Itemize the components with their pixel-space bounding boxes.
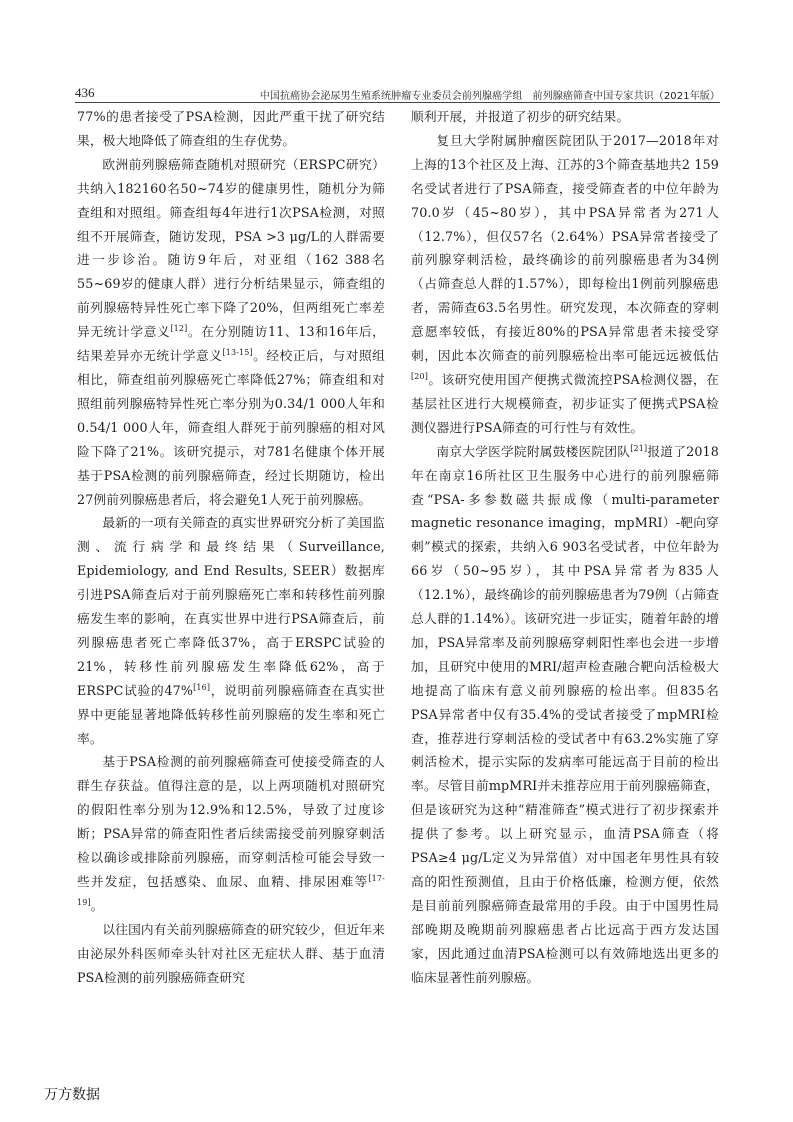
right-column [411, 105, 719, 990]
paragraph: 复旦大学附属肿瘤医院团队于2017—2018年对上海的13个社区及上海、江苏的3个筛查基地共2 159名受试者进行了PSA筛查，接受筛查者的中位年龄为70.0岁（45~80岁），其中PSA异常者为271人（12.7%），但仅57名（2.64%）PSA异常者接受了前列腺穿刺活检，最终确诊的前列腺癌患者为34例（占筛查总人群的1.57%），即每检出1例前列腺癌患者，需筛查63.5名男性。研究发现，本次筛查的穿刺意愿率较低，有接近80%的PSA异常患者未接受穿刺，因此本次筛查的前列腺癌检出率可能远远被低估[20]。该研究使用国产便携式微流控PSA检测仪器，在基层社区进行大规模筛查，初步证实了便携式PSA检测仪器进行PSA筛查的可行性与有效性。 [411, 132, 719, 435]
paragraph: 欧洲前列腺癌筛查随机对照研究（ERSPC研究）共纳入182160名50~74岁的健康男性，随机分为筛查组和对照组。筛查组每4年进行1次PSA检测，对照组不开展筛查，随访发现，PSA >3 μg/L的人群需要进一步诊治。随访9年后，对亚组（162 388名55~69岁的健康人群）进行分析结果显示，筛查组的前列腺癌特异性死亡率下降了20%，但两组死亡率差异无统计学意义[12]。在分别随访11、13和16年后，结果差异亦无统计学意义[13-15]。经校正后，与对照组相比，筛查组前列腺癌死亡率降低27%；筛查组和对照组前列腺癌特异性死亡率分别为0.34/1 000人年和0.54/1 000人年，筛查组人群死于前列腺癌的相对风险下降了21%。该研究提示，对781名健康个体开展基于PSA检测的前列腺癌筛查，经过长期随访，检出27例前列腺癌患者后，将会避免1人死于前列腺癌。 [77, 156, 386, 507]
citation: [20] [411, 371, 429, 381]
paragraph: 基于PSA检测的前列腺癌筛查可使接受筛查的人群生存获益。值得注意的是，以上两项随机对照研究的假阳性率分别为12.9%和12.5%，导致了过度诊断；PSA异常的筛查阳性者后续需接受前列腺穿刺活检以确诊或排除前列腺癌，而穿刺活检可能会导致一些并发症，包括感染、血尿、血精、排尿困难等[17-19]。 [77, 754, 385, 913]
left-column [77, 105, 385, 990]
citation: [12] [170, 324, 188, 334]
citation: [16] [193, 682, 211, 692]
watermark: 万方数据 [44, 1087, 100, 1103]
page-header [75, 84, 720, 103]
citation: [21] [630, 443, 648, 453]
citation: [17-19] [77, 874, 385, 907]
paragraph: 顺利开展，并报道了初步的研究结果。 [411, 109, 630, 124]
paragraph: 以往国内有关前列腺癌筛查的研究较少，但近年来由泌尿外科医师牵头针对社区无症状人群、基于血清PSA检测的前列腺癌筛查研究 [77, 921, 385, 985]
paragraph: 南京大学医学院附属鼓楼医院团队[21]报道了2018年在南京16所社区卫生服务中心进行的前列腺癌筛查“PSA-多参数磁共振成像（multi-parameter magnetic resonance imaging，mpMRI）-靶向穿刺”模式的探索，共纳入6 903名受试者，中位年龄为66岁（50~95岁），其中PSA异常者为835人（12.1%），最终确诊的前列腺癌患者为79例（占筛查总人群的1.14%）。该研究进一步证实，随着年龄的增加，PSA异常率及前列腺癌穿刺阳性率也会进一步增加，且研究中使用的MRI/超声检查融合靶向活检极大地提高了临床有意义前列腺癌的检出率。但835名PSA异常者中仅有35.4%的受试者接受了mpMRI检查，推荐进行穿刺活检的受试者中有63.2%实施了穿刺活检术，提示实际的发病率可能远高于目前的检出率。尽管目前mpMRI并未推荐应用于前列腺癌筛查，但是该研究为这种“精准筛查”模式进行了初步探索并提供了参考。以上研究显示，血清PSA筛查（将PSA≥4 μg/L定义为异常值）对中国老年男性具有较高的阳性预测值，且由于价格低廉，检测方便，依然是目前前列腺癌筛查最常用的手段。由于中国男性局部晚期及晚期前列腺癌患者占比远高于西方发达国家，因此通过血清PSA检测可以有效筛地选出更多的临床显著性前列腺癌。 [411, 443, 720, 985]
citation: [13-15] [222, 348, 253, 358]
page-number: 436 [75, 85, 95, 100]
paragraph: 最新的一项有关筛查的真实世界研究分析了美国监测、流行病学和最终结果（Surveillance, Epidemiology, and End Results, SEER）数据库引进PSA筛查后对于前列腺癌死亡率和转移性前列腺癌发生率的影响，在真实世界中进行PSA筛查后，前列腺癌患者死亡率降低37%，高于ERSPC试验的21%，转移性前列腺癌发生率降低62%，高于ERSPC试验的47%[16]，说明前列腺癌筛查在真实世界中更能显著地降低转移性前列腺癌的发生率和死亡率。 [77, 515, 386, 746]
running-title: 中国抗癌协会泌尿男生殖系统肿瘤专业委员会前列腺癌学组 前列腺癌筛查中国专家共识（2021年版） [259, 91, 720, 102]
paragraph: 77%的患者接受了PSA检测，因此严重干扰了研究结果，极大地降低了筛查组的生存优势。 [77, 109, 385, 148]
